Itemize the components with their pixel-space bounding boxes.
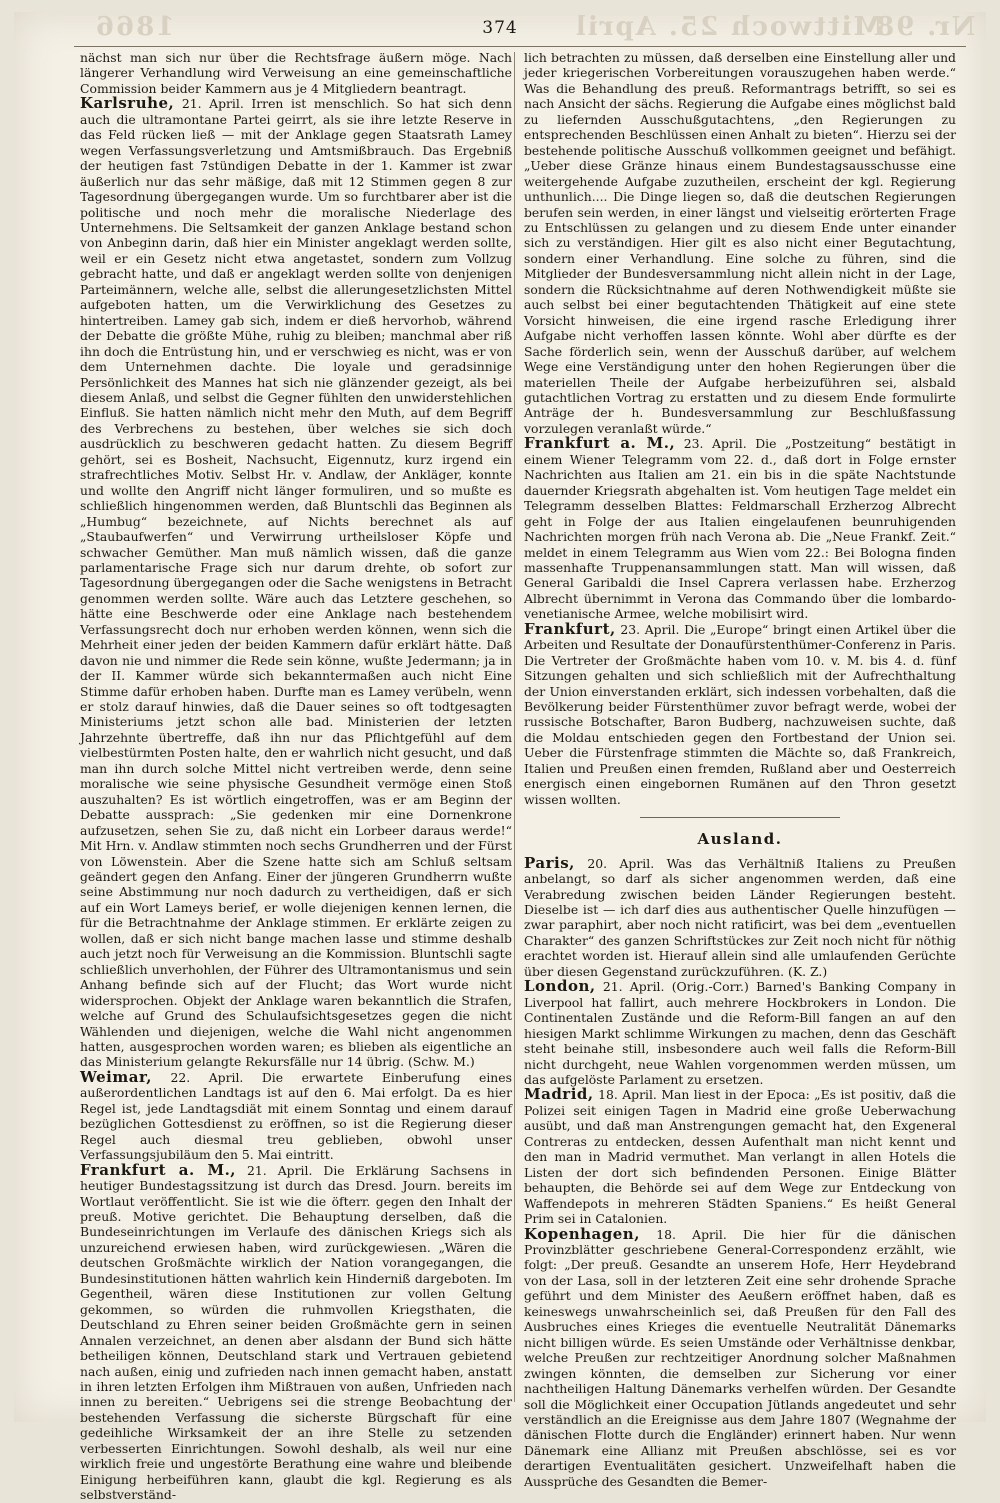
dateline-date: 23. April. bbox=[620, 621, 680, 637]
article-kopenhagen bbox=[524, 1224, 956, 1490]
right-column bbox=[524, 50, 957, 1489]
article-text: Die erwartete Einberufung eines außerordentlichen Landtags ist auf den 6. Mai erfolgt. Da es hier Regel ist, jede Landtagsdiät mit einem Sonntag und einem darauf bezüglichen Gottesdienst zu eröffnen, so ist die Regierung dieser Regel auch diesmal treu geblieben, obwohl unser Verfassungsjubiläum den 5. Mai eintritt. bbox=[80, 1069, 512, 1163]
continued-paragraph: nächst man sich nur über die Rechtsfrage äußern möge. Nach längerer Verhandlung wird Verweisung an eine gemeinschaftliche Commission beider Kammern aus je 4 Mitgliedern beantragt. bbox=[80, 50, 512, 96]
dateline-date: 21. April. bbox=[181, 96, 244, 112]
article-frankfurt-23a bbox=[524, 436, 956, 621]
section-heading: Ausland. bbox=[697, 830, 783, 849]
dateline-date: 20. April. bbox=[587, 855, 655, 871]
dateline-place: Frankfurt a. M., bbox=[80, 1160, 237, 1179]
article-text: Was das Verhältniß Italiens zu Preußen anbelangt, so darf als sicher angenommen werden, daß eine Verabredung zwischen beiden Länder Regierungen besteht. Dieselbe ist — ich darf dies aus authentischer Quelle hinzufügen — zwar paraphirt, aber noch nicht ratificirt, was bei dem „eventuellen Charakter“ des ganzen Schriftstückes zur Zeit noch nicht für nöthig erachtet worden ist. Hierauf allein sind alle umlaufenden Gerüchte über diesen Gegenstand zurückzuführen. (K. Z.) bbox=[524, 855, 956, 979]
dateline-date: 18. April. bbox=[598, 1087, 657, 1103]
article-frankfurt-23b bbox=[524, 619, 956, 807]
article-weimar bbox=[80, 1067, 512, 1163]
bleedthrough-issue: Nr. 98 bbox=[874, 12, 976, 42]
article-madrid bbox=[524, 1087, 956, 1226]
dateline-date: 21. April. bbox=[247, 1162, 313, 1178]
dateline-date: 22. April. bbox=[170, 1069, 244, 1085]
article-london bbox=[524, 979, 956, 1087]
dateline-place: Weimar, bbox=[80, 1067, 152, 1086]
dateline-place: Madrid, bbox=[524, 1085, 594, 1104]
dateline-date: 18. April. bbox=[656, 1226, 727, 1242]
dateline-place: Frankfurt, bbox=[524, 619, 616, 638]
dateline-date: 23. April. bbox=[683, 436, 747, 452]
page-number: 374 bbox=[482, 18, 518, 38]
bleedthrough-date: Mittwoch 25. April bbox=[574, 12, 883, 42]
dateline-place: Frankfurt a. M., bbox=[524, 434, 676, 453]
bleedthrough-year: 1866 bbox=[94, 12, 175, 42]
article-text: Die hier für die dänischen Provinzblätter geschriebene General-Correspondenz erzählt, wie folgt: „Der preuß. Gesandte an unserem Hofe, Herr Heydebrand von der Lasa, soll in der letzteren Zeit eine sehr drohende Sprache geführt und dem Minister des Aeußern eröffnet haben, daß es keineswegs unwahrscheinlich sei, daß Preußen für den Fall des Ausbruches eines Krieges die eventuelle Neutralität Dänemarks nicht billigen würde. Es seien Umstände oder Verhältnisse denkbar, welche Preußen zur rechtzeitiger Anordnung solcher Maßnahmen zwingen könnten, die demselben zur Sicherung vor einer nachtheiligen Haltung Dänemarks verhelfen würden. Der Gesandte soll die Möglichkeit einer Occupation Jütlands angedeutet und sehr verständlich an die Ereignisse aus dem Jahre 1807 (Wegnahme der dänischen Flotte durch die Engländer) erinnert haben. Nur wenn Dänemark eine Allianz mit Preußen abschlösse, sei es vor derartigen Eventualitäten gesichert. Unzweifelhaft haben die Aussprüche des Gesandten die Bemer- bbox=[524, 1226, 956, 1489]
dateline-place: Paris, bbox=[524, 853, 575, 872]
continued-paragraph: lich betrachten zu müssen, daß derselben eine Einstellung aller und jeder kriegerischen Vorbereitungen vorauszugehen haben werde.“ Was die Behandlung des preuß. Reformantrags betrifft, so sei es nach Ansicht der sächs. Regierung die Aufgabe eines möglichst bald zu liefernden Ausschußgutachtens, „den Regierungen zu entsprechenden Beschlüssen einen Anhalt zu bieten“. Hierzu sei der bestehende politische Ausschuß vollkommen geeignet und befähigt. „Ueber diese Gränze hinaus einem Bundestagsausschusse eine weitergehende Aufgabe zuzutheilen, erscheint der kgl. Regierung unthunlich.... Die Dinge liegen so, daß die deutschen Regierungen berufen sein werden, in einer längst und vielseitig erörterten Frage zu Entschlüssen zu gelangen und zu diesem Ende unter einander sich zu verständigen. Hier gilt es also nicht einer Begutachtung, sondern einer Verhandlung. Eine solche zu führen, sind die Mitglieder der Bundesversammlung nicht allein nicht in der Lage, sondern die Rücksichtnahme auf deren Nothwendigkeit müßte sie auch selbst bei einer begutachtenden Thätigkeit auf eine stete Vorsicht hinweisen, die eine irgend rasche Erledigung ihrer Aufgabe nicht verhoffen lassen könnte. Wohl aber dürfte es der Sache förderlich sein, wenn der Ausschuß darüber, auf welchem Wege eine Verständigung unter den hohen Regierungen über die materiellen Theile der Aufgabe herbeizuführen sei, alsbald gutachtlichen Vortrag zu erstatten und zu diesem Ende formulirte Anträge der h. Bundesversammlung zur Beschlußfassung vorzulegen veranlaßt würde.“ bbox=[524, 50, 957, 436]
article-text: Die „Europe“ bringt einen Artikel über die Arbeiten und Resultate der Donaufürstenthümer-Conferenz in Paris. Die Vertreter der Großmächte haben vom 10. v. M. bis 4. d. fünf Sitzungen gehalten und sich schließlich mit der Aufrechthaltung der Union einverstanden erklärt, sich indessen vorbehalten, daß die Bevölkerung beider Fürstenthümer zuvor befragt werde, wobei der russische Botschafter, Baron Budberg, nachzuweisen suchte, daß die Moldau entschieden gegen den Fortbestand der Union sei. Ueber die Fürstenfrage stimmten die Mächte so, daß Frankreich, Italien und Preußen einen fremden, Rußland aber und Oesterreich energisch einen eingebornen Rumänen auf den Thron gesetzt wissen wollten. bbox=[524, 621, 956, 807]
article-text: (Orig.-Corr.) Barned's Banking Company in Liverpool hat fallirt, auch mehrere Hockbrokers in London. Die Continentalen Zustände und die Reform-Bill fangen an auf den hiesigen Markt schlimme Wirkungen zu machen, denn das Geschäft steht beinahe still, insbesondere auch weil falls die Reform-Bill nicht durchgeht, neue Wahlen vorgenommen werden müssen, um das aufgelöste Parlament zu ersetzen. bbox=[524, 979, 956, 1087]
article-text: Die „Postzeitung“ bestätigt in einem Wiener Telegramm vom 22. d., daß dort in Folge ernster Nachrichten aus Italien am 21. ein bis in die späte Nachtstunde dauernder Kriegsrath abgehalten ist. Vom heutigen Tage meldet ein Telegramm desselben Blattes: Feldmarschall Erzherzog Albrecht geht in Folge der aus Italien eingelaufenen beunruhigenden Nachrichten morgen früh nach Verona ab. Die „Neue Frankf. Zeit.“ meldet in einem Telegramm aus Wien vom 22.: Bei Bologna finden massenhafte Truppenansammlungen statt. Man will wissen, daß General Garibaldi die Insel Caprera verlassen habe. Erzherzog Albrecht übernimmt in Verona das Commando über die lombardo-venetianische Armee, welche mobilisirt wird. bbox=[524, 436, 956, 622]
header-rule bbox=[74, 46, 966, 47]
article-paris bbox=[524, 853, 956, 980]
article-text: Man liest in der Epoca: „Es ist positiv, daß die Polizei seit einigen Tagen in Madrid eine große Ueberwachung ausübt, und daß man Anstrengungen gemacht hat, den Exgeneral Contreras zu entdecken, dessen Aufenthalt man nicht kennt und den man in Madrid vermuthet. Man verlangt in allen Hotels die Listen der dort sich befindenden Personen. Einige Blätter behaupten, die Behörde sei auf dem Wege zur Entdeckung von Waffendepots in mehreren Städten Spaniens.“ Es heißt General Prim sei in Catalonien. bbox=[524, 1087, 956, 1227]
article-text: Irren ist menschlich. So hat sich denn auch die ultramontane Partei geirrt, als sie ihre letzte Reserve in das Feld rücken ließ — mit der Anklage gegen Staatsrath Lamey wegen Verfassungsverletzung und Amtsmißbrauch. Das Ergebniß der heutigen fast 7stündigen Debatte in der 1. Kammer ist zwar äußerlich nur das sehr mäßige, daß mit 12 Stimmen gegen 8 zur Tagesordnung übergegangen wurde. Um so furchtbarer aber ist die politische und noch mehr die moralische Niederlage des Unternehmens. Die Seltsamkeit der ganzen Anklage bestand schon von Anbeginn darin, daß hier ein Minister angeklagt werden sollte, weil er ein Gesetz nicht etwa angetastet, sondern zum Vollzug gebracht hatte, und daß er angeklagt werden sollte von denjenigen Parteimännern, welche alle, selbst die allerungesetzlichsten Mittel aufgeboten hatten, um die Verwirklichung des Gesetzes zu hintertreiben. Lamey gab sich, indem er dieß hervorhob, während der Debatte die größte Mühe, ruhig zu bleiben; manchmal aber riß ihn doch die Entrüstung hin, und er verschwieg es nicht, was er von dem Unternehmen dachte. Die loyale und geradsinnige Persönlichkeit des Mannes hat sich nie glänzender gezeigt, als bei diesem Anlaß, und selbst die Gegner fühlten den unwiderstehlichen Einfluß. Sie hatten nämlich nicht mehr den Muth, auf dem Begriff des Verbrechens zu bestehen, über welches sie sich doch ausdrücklich zu beschweren gedacht hatten. Zu diesem Begriff gehört, sei es Bosheit, Nachsucht, Eigennutz, kurz irgend ein strafrechtliches Motiv. Selbst Hr. v. Andlaw, der Ankläger, konnte und wollte den Angriff nicht länger formuliren, und so mußte es schließlich hingenommen werden, daß Bluntschli das Beginnen als „Humbug“ bezeichnete, auf Nichts berechnet als auf „Staubaufwerfen“ und Verwirrung urtheilsloser Köpfe und schwacher Gemüther. Man muß nämlich wissen, daß die ganze parlamentarische Frage sich nur darum drehte, ob sofort zur Tagesordnung übergegangen oder die Sache wenigstens in Betracht genommen werden sollte. Wäre auch das Letztere geschehen, so hätte eine Beschwerde oder eine Anklage nach bestehendem Verfassungsrecht doch nur erhoben werden können, wenn sich die Mehrheit einer jeden der beiden Kammern dafür erklärt hätte. Daß davon nie und nimmer die Rede sein könne, wußte Jedermann; ja in der II. Kammer würde sich bekanntermaßen auch nicht Eine Stimme dafür erhoben haben. Durfte man es Lamey verübeln, wenn er stolz darauf hinwies, daß die Dauer seines so oft todtgesagten Ministeriums jetzt schon alle bad. Ministerien der letzten Jahrzehnte übertreffe, daß ihn nur das Pflichtgefühl auf dem vielbestürmten Posten halte, den er wahrlich nicht gesucht, und daß man ihn durch solche Mittel nicht vertreiben werde, denn seine moralische wie seine physische Gesundheit vermöge einen Stoß auszuhalten? Es ist wörtlich eingetroffen, was er am Beginn der Debatte aussprach: „Sie gedenken mir eine Dornenkrone aufzusetzen, sehen Sie zu, daß nicht ein Lorbeer daraus werde!“ Mit Hrn. v. Andlaw stimmten noch sechs Grundherren und der Fürst von Löwenstein. Aber die Szene hatte sich am Schluß seltsam geändert gegen den Anfang. Einer der jüngeren Grundherrn wußte seine Abstimmung nur noch dadurch zu vertheidigen, daß er sich auf ein Wort Lameys berief, er wolle diejenigen kennen lernen, die für die Betrachtnahme der Anklage stimmen. Er erklärte zeigen zu wollen, daß er sich nicht bange machen lasse und stimme deshalb auch jetzt noch für Verweisung an die Kommission. Bluntschli sagte schließlich unverhohlen, der Führer des Ultramontanismus und sein Anhang befinde sich auf der Flucht; das Wort wurde nicht widersprochen. Objekt der Anklage waren bekanntlich die Strafen, welche auf Grund des Schulaufsichtsgesetzes gegen die nicht Wählenden und diejenigen, welche die Wahl nicht angenommen hatten, ausgesprochen worden waren; es blieben als eigentliche an das Ministerium gelangte Rekursfälle nur 14 übrig. (Schw. M.) bbox=[80, 96, 512, 1070]
article-frankfurt-21 bbox=[80, 1160, 512, 1503]
left-column bbox=[80, 50, 512, 1503]
article-text: Die Erklärung Sachsens in heutiger Bundestagssitzung ist durch das Dresd. Journ. bereits im Wortlaut veröffentlicht. Sie ist wie die öfterr. gegen den Inhalt der preuß. Motive gerichtet. Die Behauptung derselben, daß die Bundeseinrichtungen im Verlaufe des dänischen Kriegs sich als unzureichend erwiesen haben, wird zurückgewiesen. „Wären die deutschen Großmächte wirklich der Nation vorangegangen, die Bundesinstitutionen hätten wahrlich kein Hinderniß dargeboten. Im Gegentheil, wären diese Institutionen zur vollen Geltung gekommen, so würden die ruhmvollen Kriegsthaten, die Deutschland zu Ehren seiner beiden Großmächte gern in seinen Annalen verzeichnet, an denen aber alsdann der Bund sich hätte betheiligen können, Deutschland stark und Vertrauen gebietend nach außen, einig und zufrieden nach innen gemacht haben, anstatt in ihren letzten Erfolgen ihm Mißtrauen von außen, Unfrieden nach innen zu bereiten.“ Uebrigens sei die strenge Beobachtung der bestehenden Verfassung die sicherste Bürgschaft für eine gedeihliche Wirksamkeit der an ihre Stelle zu setzenden verbesserten Einrichtungen. Sowohl deshalb, als weil nur eine wirklich freie und ungestörte Berathung eine wahre und bleibende Einigung herbeiführen kann, glaubt die kgl. Regierung es als selbstverständ- bbox=[80, 1162, 512, 1503]
dateline-place: Kopenhagen, bbox=[524, 1224, 640, 1243]
newspaper-page bbox=[14, 12, 986, 1503]
article-karlsruhe bbox=[80, 96, 512, 1070]
section-rule bbox=[640, 817, 840, 818]
dateline-place: Karlsruhe, bbox=[80, 94, 175, 113]
dateline-place: London, bbox=[524, 977, 596, 996]
dateline-date: 21. April. bbox=[602, 979, 665, 995]
column-separator bbox=[514, 52, 515, 1402]
